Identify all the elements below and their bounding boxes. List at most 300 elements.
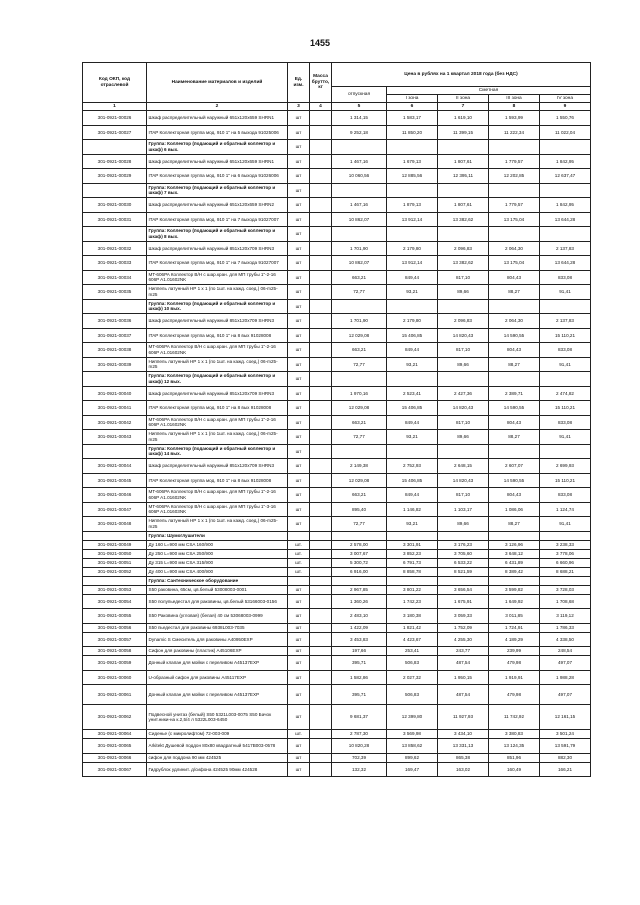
mass-cell <box>310 357 332 372</box>
name-cell: ITAP Коллекторная группа мод. 910 1" на 6 выхода 91026006 <box>147 169 288 184</box>
zone-2-price-cell: 89,66 <box>438 430 489 445</box>
zone-1-price-cell: 1 821,42 <box>387 623 438 632</box>
release-price-cell: 72,77 <box>332 285 387 300</box>
table-row <box>83 357 591 372</box>
name-cell: Донный клапан для мойки с переливом A45137EXP <box>147 685 288 705</box>
code-cell <box>83 140 147 155</box>
unit-cell: шт <box>288 632 310 647</box>
mass-cell <box>310 183 332 198</box>
mass-cell <box>310 558 332 567</box>
zone-2-price-cell <box>438 140 489 155</box>
code-cell: 301-0921-00067 <box>83 762 147 777</box>
zone-2-price-cell: 3 434,10 <box>438 730 489 739</box>
zone-3-price-cell <box>489 372 540 387</box>
zone-4-price-cell: 1 786,33 <box>540 623 591 632</box>
zone-1-price-cell: 93,21 <box>387 430 438 445</box>
zone-3-price-cell: 479,98 <box>489 656 540 671</box>
release-price-cell: 9 681,37 <box>332 705 387 730</box>
zone-3-price-cell <box>489 444 540 459</box>
zone-4-price-cell: 882,30 <box>540 753 591 762</box>
release-price-cell: 663,21 <box>332 343 387 358</box>
zone-3-price-cell: 14 590,55 <box>489 328 540 343</box>
zone-3-price-cell: 3 011,85 <box>489 609 540 624</box>
zone-4-price-cell: 12 161,15 <box>540 705 591 730</box>
release-price-cell <box>332 299 387 314</box>
name-cell: ITAP Коллекторная группа мод. 910 1" на 7 выхода 91027007 <box>147 256 288 271</box>
column-number: 6 <box>387 103 438 111</box>
table-row <box>83 488 591 503</box>
code-cell <box>83 531 147 540</box>
release-price-cell: 1 970,16 <box>332 386 387 401</box>
table-row <box>83 285 591 300</box>
mass-cell <box>310 739 332 754</box>
release-price-cell: 9 252,18 <box>332 125 387 140</box>
table-row <box>83 762 591 777</box>
zone-1-price-cell <box>387 444 438 459</box>
mass-cell <box>310 549 332 558</box>
code-cell: 301-0921-00043 <box>83 430 147 445</box>
zone-3-price-cell: 1 919,91 <box>489 670 540 685</box>
name-cell: Подвесной унитаз (белый) S50 5321L003-0075 S50 Бачок унит.ники-на к.2,5/4 л 5322L003-6450 <box>147 705 288 730</box>
unit-cell: шт <box>288 212 310 227</box>
mass-cell <box>310 198 332 213</box>
zone-4-price-cell: 12 637,47 <box>540 169 591 184</box>
zone-2-price-cell: 12 395,11 <box>438 169 489 184</box>
header-mass: Масса брутто, кг <box>310 63 332 103</box>
release-price-cell: 12 029,08 <box>332 401 387 416</box>
release-price-cell: 6 916,00 <box>332 567 387 576</box>
zone-1-price-cell: 12 885,56 <box>387 169 438 184</box>
zone-1-price-cell <box>387 227 438 242</box>
header-name: Наименование материалов и изделий <box>147 63 288 103</box>
code-cell: 301-0921-00056 <box>83 623 147 632</box>
zone-2-price-cell <box>438 299 489 314</box>
table-row <box>83 256 591 271</box>
table-row <box>83 154 591 169</box>
zone-3-price-cell: 160,49 <box>489 762 540 777</box>
zone-2-price-cell: 1 675,91 <box>438 594 489 609</box>
zone-1-price-cell: 849,44 <box>387 343 438 358</box>
code-cell: 301-0921-00037 <box>83 328 147 343</box>
zone-3-price-cell: 239,99 <box>489 647 540 656</box>
unit-cell: шт <box>288 647 310 656</box>
code-cell: 301-0921-00046 <box>83 488 147 503</box>
zone-4-price-cell: 833,08 <box>540 488 591 503</box>
mass-cell <box>310 212 332 227</box>
code-cell: 301-0921-00052 <box>83 567 147 576</box>
name-cell: Ду 160 L=900 мм CSA 160/900 <box>147 540 288 549</box>
name-cell: Шкаф распределительный наружный 651x120x659 SHRN1 <box>147 154 288 169</box>
zone-3-price-cell: 2 064,30 <box>489 241 540 256</box>
code-cell: 301-0921-00060 <box>83 670 147 685</box>
release-price-cell: 12 029,08 <box>332 328 387 343</box>
code-cell <box>83 576 147 585</box>
column-number: 9 <box>540 103 591 111</box>
mass-cell <box>310 343 332 358</box>
name-cell: Группа: Шумоглушители <box>147 531 288 540</box>
zone-2-price-cell: 2 648,15 <box>438 459 489 474</box>
zone-1-price-cell <box>387 372 438 387</box>
release-price-cell: 395,71 <box>332 656 387 671</box>
code-cell: 301-0921-00036 <box>83 314 147 329</box>
zone-4-price-cell: 3 501,24 <box>540 730 591 739</box>
zone-4-price-cell: 15 110,21 <box>540 401 591 416</box>
unit-cell: шт <box>288 256 310 271</box>
unit-cell: шт <box>288 459 310 474</box>
code-cell: 301-0921-00045 <box>83 473 147 488</box>
release-price-cell <box>332 576 387 585</box>
zone-2-price-cell: 817,10 <box>438 270 489 285</box>
unit-cell: шт <box>288 343 310 358</box>
name-cell: Arkitekt Душевой поддон 80x80 квадратный 5417B003-0578 <box>147 739 288 754</box>
name-cell: MT-606PA Коллектор В/Н с шар.кран. для МП трубы 1"-3-16 606P A1.01603NK <box>147 502 288 517</box>
code-cell: 301-0921-00030 <box>83 198 147 213</box>
zone-4-price-cell: 3 778,06 <box>540 549 591 558</box>
table-row <box>83 623 591 632</box>
code-cell <box>83 299 147 314</box>
zone-4-price-cell: 4 338,50 <box>540 632 591 647</box>
zone-2-price-cell: 243,77 <box>438 647 489 656</box>
zone-2-price-cell: 487,54 <box>438 685 489 705</box>
table-row <box>83 198 591 213</box>
mass-cell <box>310 386 332 401</box>
release-price-cell: 702,39 <box>332 753 387 762</box>
zone-1-price-cell: 12 399,80 <box>387 705 438 730</box>
table-row <box>83 430 591 445</box>
name-cell: ITAP Коллекторная группа мод. 910 1" на 7 выхода 91027007 <box>147 212 288 227</box>
release-price-cell: 1 701,90 <box>332 241 387 256</box>
zone-2-price-cell: 11 399,15 <box>438 125 489 140</box>
group-row <box>83 183 591 198</box>
unit-cell: шт <box>288 415 310 430</box>
name-cell: ITAP Коллекторная группа мод. 910 1" на 8 вых 91028008 <box>147 401 288 416</box>
name-cell: S50 Раковина (угловая) (белая) 40 см 53068003-0999 <box>147 609 288 624</box>
zone-1-price-cell: 13 912,14 <box>387 212 438 227</box>
zone-3-price-cell: 6 431,89 <box>489 558 540 567</box>
release-price-cell: 2 483,10 <box>332 609 387 624</box>
table-row <box>83 415 591 430</box>
table-row <box>83 517 591 532</box>
mass-cell <box>310 730 332 739</box>
table-row <box>83 647 591 656</box>
column-number: 4 <box>310 103 332 111</box>
zone-2-price-cell: 1 103,17 <box>438 502 489 517</box>
header-price-title: Цена в рублях на 1 квартал 2018 года (без НДС) <box>332 63 591 87</box>
release-price-cell: 12 029,08 <box>332 473 387 488</box>
table-row <box>83 739 591 754</box>
zone-4-price-cell: 8 688,21 <box>540 567 591 576</box>
zone-4-price-cell: 1 842,95 <box>540 154 591 169</box>
mass-cell <box>310 270 332 285</box>
unit-cell: шт <box>288 430 310 445</box>
mass-cell <box>310 656 332 671</box>
zone-2-price-cell <box>438 183 489 198</box>
unit-cell: шт <box>288 372 310 387</box>
release-price-cell: 1 467,16 <box>332 154 387 169</box>
zone-1-price-cell <box>387 531 438 540</box>
name-cell: Сифон для раковины (пластик) A45106EXP <box>147 647 288 656</box>
table-row <box>83 473 591 488</box>
release-price-cell: 2 578,00 <box>332 540 387 549</box>
code-cell: 301-0921-00049 <box>83 540 147 549</box>
zone-4-price-cell: 91,41 <box>540 517 591 532</box>
unit-cell: шт <box>288 198 310 213</box>
table-row <box>83 111 591 126</box>
zone-1-price-cell: 13 858,62 <box>387 739 438 754</box>
price-table <box>82 62 591 777</box>
zone-1-price-cell <box>387 576 438 585</box>
table-row <box>83 632 591 647</box>
name-cell: S50 полупьедестал для раковины, цв.белый 53166003-0156 <box>147 594 288 609</box>
name-cell: Группа: Сантехническое оборудование <box>147 576 288 585</box>
table-row <box>83 753 591 762</box>
name-cell: Группа: Коллектор (подающий и обратный коллектор и шкаф) 14 вых. <box>147 444 288 459</box>
name-cell: Ду 315 L=900 мм CSA 315/900 <box>147 558 288 567</box>
zone-2-price-cell: 3 059,33 <box>438 609 489 624</box>
code-cell: 301-0921-00062 <box>83 705 147 730</box>
name-cell: Шкаф распределительный наружный 851x120x709 SHRN3 <box>147 241 288 256</box>
code-cell: 301-0921-00065 <box>83 739 147 754</box>
name-cell: MT-606PA Коллектор В/Н с шар.кран. для МП трубы 1"-2-16 606P A1.01602NK <box>147 488 288 503</box>
code-cell: 301-0921-00035 <box>83 285 147 300</box>
name-cell: MT-606PA Коллектор В/Н с шар.кран. для МП трубы 1"-2-16 606P A1.01602NK <box>147 343 288 358</box>
unit-cell: шт. <box>288 567 310 576</box>
code-cell: 301-0921-00032 <box>83 241 147 256</box>
unit-cell: шт <box>288 169 310 184</box>
mass-cell <box>310 328 332 343</box>
release-price-cell <box>332 183 387 198</box>
code-cell: 301-0921-00047 <box>83 502 147 517</box>
name-cell: Ниппель латунный НР 1 x 1 (по 1шт. на кажд. соед.) 06-m25-m25 <box>147 357 288 372</box>
zone-4-price-cell <box>540 576 591 585</box>
column-number: 2 <box>147 103 288 111</box>
table-row <box>83 169 591 184</box>
unit-cell: шт <box>288 585 310 594</box>
table-row <box>83 459 591 474</box>
zone-2-price-cell: 817,10 <box>438 488 489 503</box>
release-price-cell: 3 453,83 <box>332 632 387 647</box>
zone-1-price-cell: 2 179,80 <box>387 241 438 256</box>
table-row <box>83 314 591 329</box>
release-price-cell: 132,32 <box>332 762 387 777</box>
group-row <box>83 372 591 387</box>
zone-2-price-cell: 2 096,83 <box>438 314 489 329</box>
table-row <box>83 540 591 549</box>
zone-1-price-cell: 13 912,14 <box>387 256 438 271</box>
release-price-cell: 2 787,30 <box>332 730 387 739</box>
code-cell: 301-0921-00054 <box>83 594 147 609</box>
column-number: 5 <box>332 103 387 111</box>
zone-2-price-cell: 1 752,09 <box>438 623 489 632</box>
zone-2-price-cell <box>438 444 489 459</box>
zone-3-price-cell: 1 649,92 <box>489 594 540 609</box>
zone-1-price-cell: 93,21 <box>387 285 438 300</box>
zone-2-price-cell: 1 950,15 <box>438 670 489 685</box>
unit-cell: шт <box>288 623 310 632</box>
code-cell: 301-0921-00061 <box>83 685 147 705</box>
zone-1-price-cell <box>387 183 438 198</box>
mass-cell <box>310 111 332 126</box>
zone-1-price-cell: 3 801,22 <box>387 585 438 594</box>
zone-4-price-cell <box>540 531 591 540</box>
zone-1-price-cell: 1 879,13 <box>387 198 438 213</box>
release-price-cell: 1 314,15 <box>332 111 387 126</box>
name-cell: Ниппель латунный НР 1 x 1 (по 1шт. на кажд. соед.) 06-m25-m25 <box>147 517 288 532</box>
code-cell: 301-0921-00026 <box>83 111 147 126</box>
zone-3-price-cell: 804,43 <box>489 270 540 285</box>
unit-cell: шт <box>288 685 310 705</box>
zone-1-price-cell: 253,41 <box>387 647 438 656</box>
group-row <box>83 531 591 540</box>
release-price-cell: 72,77 <box>332 517 387 532</box>
zone-4-price-cell <box>540 372 591 387</box>
name-cell: Шкаф распределительный наружный 851x120x709 SHRN3 <box>147 386 288 401</box>
code-cell: 301-0921-00059 <box>83 656 147 671</box>
zone-2-price-cell: 8 521,59 <box>438 567 489 576</box>
zone-3-price-cell: 13 124,35 <box>489 739 540 754</box>
zone-1-price-cell: 2 179,80 <box>387 314 438 329</box>
zone-4-price-cell: 497,07 <box>540 656 591 671</box>
code-cell: 301-0921-00042 <box>83 415 147 430</box>
column-number: 8 <box>489 103 540 111</box>
unit-cell: шт <box>288 753 310 762</box>
zone-2-price-cell: 817,10 <box>438 343 489 358</box>
zone-3-price-cell: 2 607,07 <box>489 459 540 474</box>
name-cell: Шкаф распределительный наружный 651x120x659 SHRN1 <box>147 111 288 126</box>
unit-cell: шт. <box>288 540 310 549</box>
zone-4-price-cell: 1 124,74 <box>540 502 591 517</box>
unit-cell: шт <box>288 670 310 685</box>
mass-cell <box>310 125 332 140</box>
name-cell: ITAP Коллекторная группа мод. 910 1" на 8 вых 91028008 <box>147 328 288 343</box>
zone-3-price-cell: 2 064,30 <box>489 314 540 329</box>
zone-1-price-cell: 169,47 <box>387 762 438 777</box>
zone-2-price-cell: 13 382,62 <box>438 212 489 227</box>
name-cell: Группа: Коллектор (подающий и обратный коллектор и шкаф) 10 вых. <box>147 299 288 314</box>
release-price-cell: 895,40 <box>332 502 387 517</box>
zone-1-price-cell: 93,21 <box>387 357 438 372</box>
name-cell: S50 раковина, 65см, цв.белый 53008003-0001 <box>147 585 288 594</box>
zone-3-price-cell: 2 389,71 <box>489 386 540 401</box>
mass-cell <box>310 299 332 314</box>
mass-cell <box>310 540 332 549</box>
unit-cell: шт <box>288 594 310 609</box>
table-row <box>83 585 591 594</box>
mass-cell <box>310 401 332 416</box>
release-price-cell <box>332 372 387 387</box>
header-code: Код ОКП, код отраслевой <box>83 63 147 103</box>
name-cell: Ниппель латунный НР 1 x 1 (по 1шт. на кажд. соед.) 06-m25-m25 <box>147 430 288 445</box>
zone-2-price-cell: 6 533,22 <box>438 558 489 567</box>
zone-2-price-cell: 14 820,43 <box>438 328 489 343</box>
release-price-cell: 1 360,26 <box>332 594 387 609</box>
zone-2-price-cell: 3 705,60 <box>438 549 489 558</box>
zone-3-price-cell: 804,43 <box>489 488 540 503</box>
name-cell: сифон для поддона 90 мм 424525 <box>147 753 288 762</box>
zone-1-price-cell: 899,62 <box>387 753 438 762</box>
unit-cell: шт. <box>288 549 310 558</box>
mass-cell <box>310 459 332 474</box>
unit-cell: шт <box>288 609 310 624</box>
zone-3-price-cell: 14 590,55 <box>489 401 540 416</box>
zone-3-price-cell: 4 189,29 <box>489 632 540 647</box>
header-zone-3: III зона <box>489 95 540 103</box>
zone-4-price-cell <box>540 140 591 155</box>
code-cell: 301-0921-00053 <box>83 585 147 594</box>
zone-1-price-cell: 8 858,78 <box>387 567 438 576</box>
name-cell: Ниппель латунный НР 1 x 1 (по 1шт. на кажд. соед.) 06-m25-m25 <box>147 285 288 300</box>
zone-3-price-cell: 1 593,99 <box>489 111 540 126</box>
table-row <box>83 270 591 285</box>
table-row <box>83 212 591 227</box>
zone-1-price-cell: 506,83 <box>387 685 438 705</box>
zone-4-price-cell: 248,54 <box>540 647 591 656</box>
name-cell: ITAP Коллекторная группа мод. 910 1" на 5 выхода 91025006 <box>147 125 288 140</box>
table-row <box>83 558 591 567</box>
zone-4-price-cell: 3 238,33 <box>540 540 591 549</box>
zone-4-price-cell: 497,07 <box>540 685 591 705</box>
release-price-cell <box>332 140 387 155</box>
mass-cell <box>310 473 332 488</box>
group-row <box>83 299 591 314</box>
release-price-cell: 10 862,07 <box>332 256 387 271</box>
mass-cell <box>310 140 332 155</box>
zone-3-price-cell: 88,27 <box>489 430 540 445</box>
zone-1-price-cell: 849,44 <box>387 488 438 503</box>
name-cell: U-образный сифон для раковины A45117EXP <box>147 670 288 685</box>
code-cell: 301-0921-00055 <box>83 609 147 624</box>
mass-cell <box>310 567 332 576</box>
mass-cell <box>310 670 332 685</box>
release-price-cell: 10 820,28 <box>332 739 387 754</box>
zone-4-price-cell <box>540 227 591 242</box>
unit-cell <box>288 576 310 585</box>
zone-3-price-cell: 1 779,57 <box>489 154 540 169</box>
name-cell: ITAP Коллекторная группа мод. 910 1" на 8 вых 91028008 <box>147 473 288 488</box>
unit-cell: шт <box>288 299 310 314</box>
name-cell: MT-606PA Коллектор В/Н с шар.кран. для МП трубы 1"-2-16 606P A1.01602NK <box>147 415 288 430</box>
mass-cell <box>310 576 332 585</box>
release-price-cell: 663,21 <box>332 270 387 285</box>
mass-cell <box>310 488 332 503</box>
zone-4-price-cell: 13 644,28 <box>540 256 591 271</box>
code-cell: 301-0921-00031 <box>83 212 147 227</box>
zone-3-price-cell: 1 724,91 <box>489 623 540 632</box>
zone-3-price-cell: 479,98 <box>489 685 540 705</box>
unit-cell: шт <box>288 154 310 169</box>
zone-3-price-cell: 88,27 <box>489 517 540 532</box>
mass-cell <box>310 685 332 705</box>
code-cell: 301-0921-00050 <box>83 549 147 558</box>
zone-4-price-cell: 11 022,04 <box>540 125 591 140</box>
zone-4-price-cell: 13 644,28 <box>540 212 591 227</box>
zone-4-price-cell: 2 137,83 <box>540 241 591 256</box>
mass-cell <box>310 517 332 532</box>
table-body <box>83 111 591 777</box>
zone-1-price-cell: 849,44 <box>387 415 438 430</box>
zone-3-price-cell: 1 086,06 <box>489 502 540 517</box>
zone-3-price-cell: 12 202,85 <box>489 169 540 184</box>
zone-1-price-cell: 1 742,23 <box>387 594 438 609</box>
mass-cell <box>310 314 332 329</box>
mass-cell <box>310 762 332 777</box>
zone-2-price-cell: 3 656,54 <box>438 585 489 594</box>
table-row <box>83 685 591 705</box>
release-price-cell: 395,71 <box>332 685 387 705</box>
code-cell: 301-0921-00044 <box>83 459 147 474</box>
mass-cell <box>310 154 332 169</box>
zone-4-price-cell: 833,08 <box>540 270 591 285</box>
